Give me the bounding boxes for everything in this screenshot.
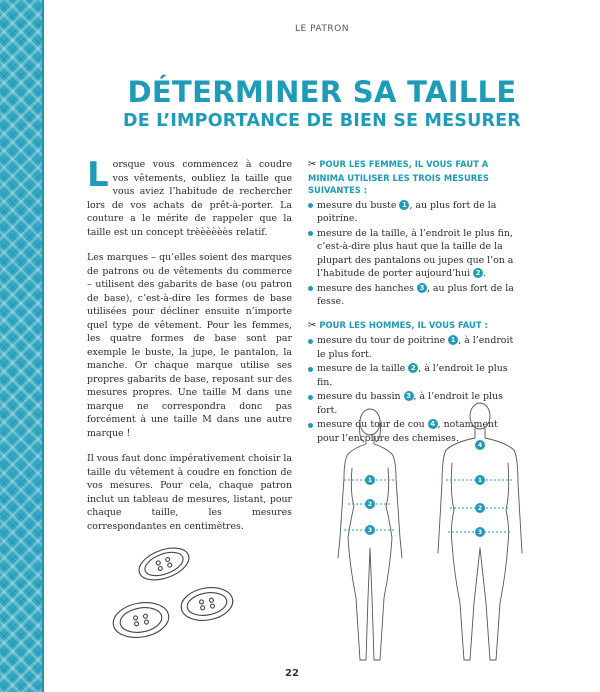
man-marker-1: 1 <box>477 477 483 484</box>
list-item: mesure du buste 1 , au plus fort de la poitrine. <box>308 199 516 226</box>
title-block <box>44 76 600 132</box>
intro-paragraph-1 <box>87 155 292 239</box>
list-item: mesure du tour de poitrine 1 , à l’endroit le plus fort. <box>308 334 516 361</box>
woman-marker-3: 3 <box>367 527 373 534</box>
man-marker-4: 4 <box>477 442 483 449</box>
button-icon <box>135 542 193 586</box>
dropcap: L <box>87 155 109 195</box>
number-badge: 2 <box>408 363 418 373</box>
women-heading <box>308 158 516 197</box>
scissors-icon: ✂ <box>308 159 317 170</box>
button-icon <box>110 598 171 641</box>
woman-marker-2: 2 <box>367 501 373 508</box>
page-number: 22 <box>285 668 299 679</box>
list-item: mesure de la taille 2 , à l’endroit le plus fin. <box>308 362 516 389</box>
running-head: LE PATRON <box>295 24 349 34</box>
number-badge: 3 <box>404 391 414 401</box>
number-badge: 3 <box>417 283 427 293</box>
intro-paragraph-1-text: orsque vous commencez à coudre vos vêtements, oubliez la taille que vous aviez l’habitude de rechercher lors de vos achats de prêt-à-porter. La couture a le mérite de rappeler que la taille est un concept trèèèèèès relatif. <box>87 159 292 238</box>
number-badge: 2 <box>473 268 483 278</box>
number-badge: 1 <box>448 335 458 345</box>
list-item: mesure du bassin 3 , à l’endroit le plus fort. <box>308 390 516 417</box>
list-item: mesure des hanches 3 , au plus fort de la fesse. <box>308 282 516 309</box>
men-heading <box>308 319 516 333</box>
number-badge: 4 <box>428 419 438 429</box>
page-title: DÉTERMINER SA TAILLE <box>127 75 517 109</box>
number-badge: 1 <box>399 200 409 210</box>
page-subtitle: DE L’IMPORTANCE DE BIEN SE MESURER <box>123 111 521 131</box>
men-heading-text: POUR LES HOMMES, IL VOUS FAUT : <box>319 319 488 330</box>
intro-paragraph-3: Il vous faut donc impérativement choisir la taille du vêtement à coudre en fonction de vos mesures. Pour cela, chaque patron inclut un tableau de mesures, listant, pour chaque taille, les mesures correspondantes en centimètres. <box>87 453 292 532</box>
body-figures-illustration <box>300 398 532 670</box>
sewing-buttons-illustration <box>107 540 237 660</box>
woman-marker-1: 1 <box>367 477 373 484</box>
button-icon <box>179 584 236 625</box>
women-heading-text: POUR LES FEMMES, IL VOUS FAUT A MINIMA UTILISER LES TROIS MESURES SUIVANTES : <box>308 159 489 195</box>
plaid-margin-band <box>0 0 42 692</box>
women-list <box>308 199 516 309</box>
intro-column <box>87 155 292 545</box>
scissors-icon: ✂ <box>308 319 317 331</box>
list-item: mesure du tour de cou 4 , notamment pour l’encolure des chemises. <box>308 418 516 445</box>
intro-paragraph-2: Les marques – qu’elles soient des marques de patrons ou de vêtements du commerce – utilisent des gabarits de base (ou patron de base), c’est-à-dire les formes de base utilisées pour décliner ensuite n’importe quel type de vêtement. Pour les femmes, les quatre formes de base sont par exemple le buste, la jupe, le pantalon, la manche. Or chaque marque utilise ses propres gabarits de base, reposant sur des mesures propres. Une taille M dans une marque ne correspondra donc pas forcément à une taille M dans une autre marque ! <box>87 252 292 439</box>
man-marker-3: 3 <box>477 529 483 536</box>
list-item: mesure de la taille, à l’endroit le plus fin, c’est-à-dire plus haut que la taille de la plupart des pantalons ou jupes que l’on a l’habitude de porter aujourd’hui 2 . <box>308 227 516 281</box>
man-marker-2: 2 <box>477 505 483 512</box>
